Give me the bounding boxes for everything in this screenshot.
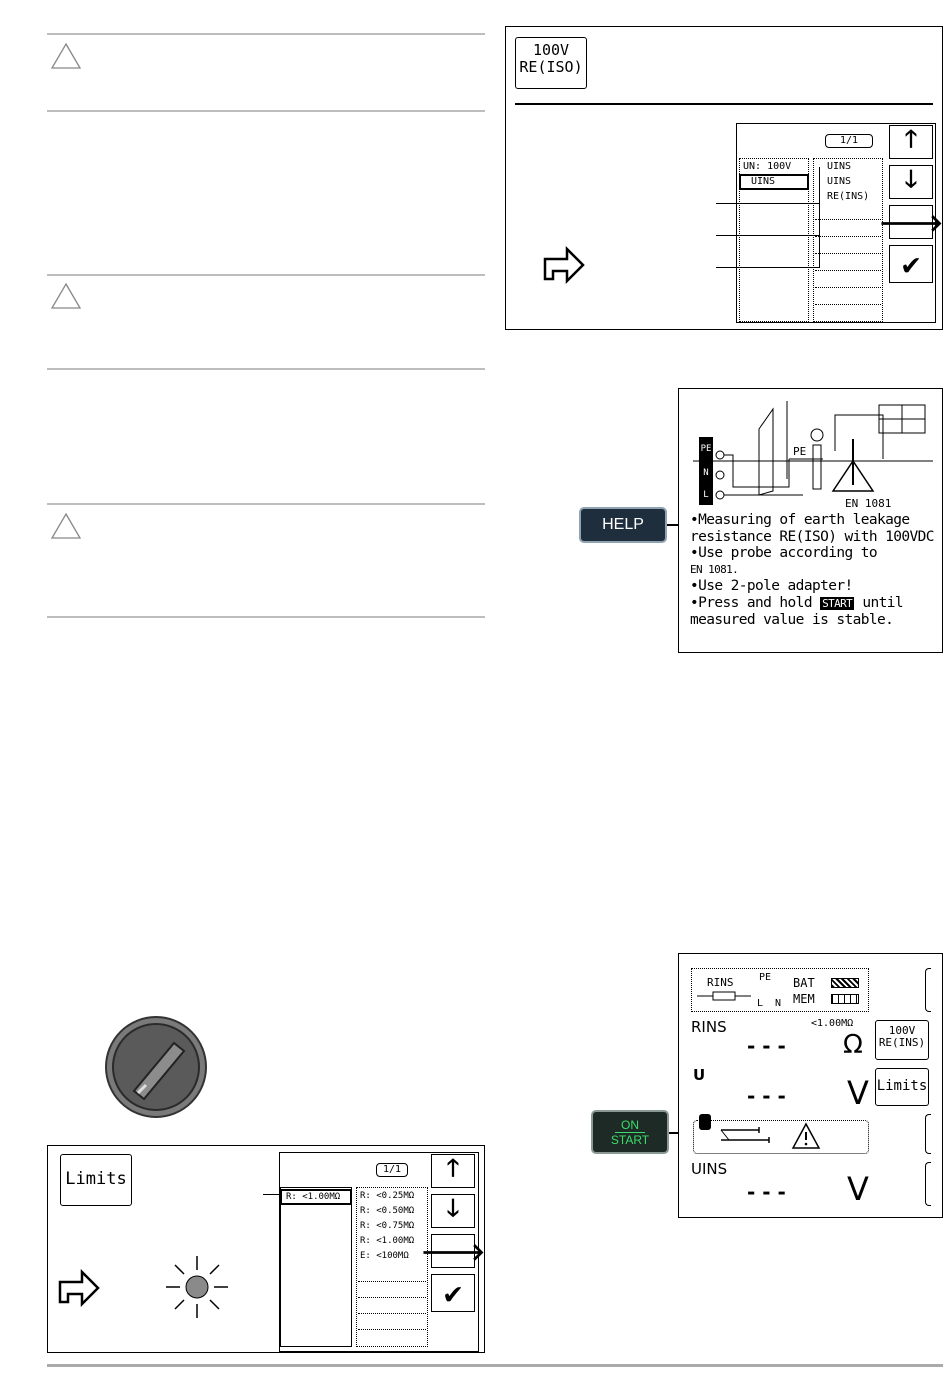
l-status: L [757, 998, 764, 1009]
divider [47, 616, 485, 618]
list-row [358, 1313, 426, 1314]
help-line: EN 1081. [690, 562, 739, 576]
bottom-rule [47, 1364, 943, 1367]
uins-value: - - - [747, 1180, 786, 1204]
svg-text:PE: PE [700, 444, 712, 454]
help-line: until [862, 594, 904, 611]
help-line: resistance RE(ISO) with 100VDC [690, 528, 934, 545]
divider [47, 274, 485, 276]
help-line: measured value is stable. [690, 612, 894, 628]
list-row [815, 219, 881, 220]
list-row [815, 253, 881, 254]
divider [47, 503, 485, 505]
right-list-item[interactable]: UINS [827, 176, 852, 187]
list-row [358, 1297, 426, 1298]
divider [47, 368, 485, 370]
right-list-item[interactable]: UINS [827, 161, 852, 172]
help-line-press [690, 595, 934, 613]
rins-unit: Ω [843, 1030, 863, 1060]
divider [47, 33, 485, 35]
earth-leakage-diagram [693, 399, 933, 511]
limits-button[interactable]: Limits [875, 1068, 929, 1106]
left-list [280, 1187, 352, 1347]
limit-option[interactable]: R: <0.25MΩ [360, 1191, 415, 1201]
connector-line [716, 267, 820, 268]
bat-status: BAT [793, 976, 815, 990]
list-row [815, 270, 881, 271]
checkmark-button[interactable]: ✔ [431, 1274, 475, 1312]
page-indicator: 1/1 [825, 134, 873, 148]
mode-button-line2: RE(ISO) [519, 57, 583, 76]
divider [47, 110, 485, 112]
mode-button-line2: RE(INS) [878, 1036, 926, 1050]
separator-line [515, 103, 933, 105]
menu-panel [505, 26, 943, 330]
svg-text:EN 1081: EN 1081 [845, 497, 892, 510]
u-label: U [693, 1066, 706, 1084]
right-arrow-button[interactable]: 🡒 [431, 1234, 475, 1268]
page-indicator: 1/1 [376, 1163, 408, 1177]
rins-status: RINS [707, 976, 734, 989]
list-row [815, 236, 881, 237]
mode-button[interactable] [515, 37, 587, 89]
mode-button[interactable] [875, 1020, 929, 1060]
rins-limit: <1.00MΩ [811, 1018, 854, 1029]
resistor-icon [697, 990, 751, 1002]
help-line: •Measuring of earth leakage [690, 512, 910, 528]
n-status: N [775, 998, 782, 1009]
selected-item[interactable]: UINS [739, 174, 809, 190]
memory-icon [831, 994, 859, 1004]
on-start-button[interactable] [591, 1110, 669, 1154]
right-arrow-button[interactable]: 🡒 [889, 205, 933, 239]
help-button[interactable]: HELP [579, 507, 667, 543]
u-value: - - - [747, 1084, 786, 1108]
mode-button-line1: 100V [532, 41, 570, 59]
blinking-light-icon [164, 1254, 230, 1320]
list-row [358, 1281, 426, 1282]
uins-unit: V [847, 1170, 869, 1208]
svg-text:PE: PE [793, 445, 807, 458]
pe-status: PE [759, 972, 772, 983]
up-arrow-button[interactable]: 🡑 [431, 1154, 475, 1188]
side-bracket [925, 1114, 931, 1154]
rins-label: RINS [691, 1018, 727, 1036]
warning-triangle-icon [50, 42, 82, 70]
up-arrow-button[interactable]: 🡑 [889, 125, 933, 159]
connector-line [716, 203, 820, 204]
side-bracket [925, 968, 931, 1012]
mode-button-line1: 100V [888, 1024, 916, 1037]
limit-option[interactable]: R: <0.75MΩ [360, 1221, 415, 1231]
help-line: •Use probe according to [690, 545, 877, 561]
down-arrow-button[interactable]: 🡓 [889, 165, 933, 199]
on-label: ON [615, 1118, 645, 1133]
checkmark-button[interactable]: ✔ [889, 245, 933, 283]
limit-option[interactable]: R: <0.50MΩ [360, 1206, 415, 1216]
probe-icon [719, 1124, 777, 1146]
measurement-panel [678, 953, 943, 1218]
connector-line [263, 1194, 281, 1195]
battery-icon [831, 978, 859, 988]
right-list-item[interactable]: RE(INS) [827, 191, 870, 202]
limit-option[interactable]: E: <100MΩ [360, 1251, 409, 1261]
start-label: START [610, 1132, 650, 1147]
rins-value: - - - [747, 1034, 786, 1058]
help-line: •Press and hold [690, 594, 812, 611]
u-unit: V [847, 1074, 869, 1112]
hand-pointer-icon [56, 1268, 102, 1308]
un-label: UN: 100V [743, 161, 792, 172]
connector-line [819, 167, 820, 268]
list-row [815, 287, 881, 288]
info-icon [699, 1114, 711, 1130]
help-text [690, 512, 934, 629]
connector-line [716, 235, 820, 236]
list-row [358, 1329, 426, 1330]
warning-triangle-icon [50, 282, 82, 310]
svg-text:N: N [703, 468, 709, 478]
mem-status: MEM [793, 992, 815, 1006]
side-bracket [925, 1162, 931, 1206]
hand-pointer-icon [541, 245, 587, 285]
limit-option[interactable]: R: <1.00MΩ [360, 1236, 415, 1246]
warning-icon [791, 1122, 821, 1150]
uins-label: UINS [691, 1160, 728, 1178]
list-row [815, 304, 881, 305]
warning-triangle-icon [50, 512, 82, 540]
selected-limit[interactable]: R: <1.00MΩ [280, 1189, 352, 1205]
start-badge: START [822, 596, 853, 610]
limits-button[interactable]: Limits [60, 1154, 132, 1206]
down-arrow-button[interactable]: 🡓 [431, 1194, 475, 1228]
svg-text:L: L [703, 490, 709, 500]
limits-panel [47, 1145, 485, 1353]
rotary-switch-icon[interactable] [104, 1015, 208, 1119]
help-line: •Use 2-pole adapter! [690, 578, 853, 594]
